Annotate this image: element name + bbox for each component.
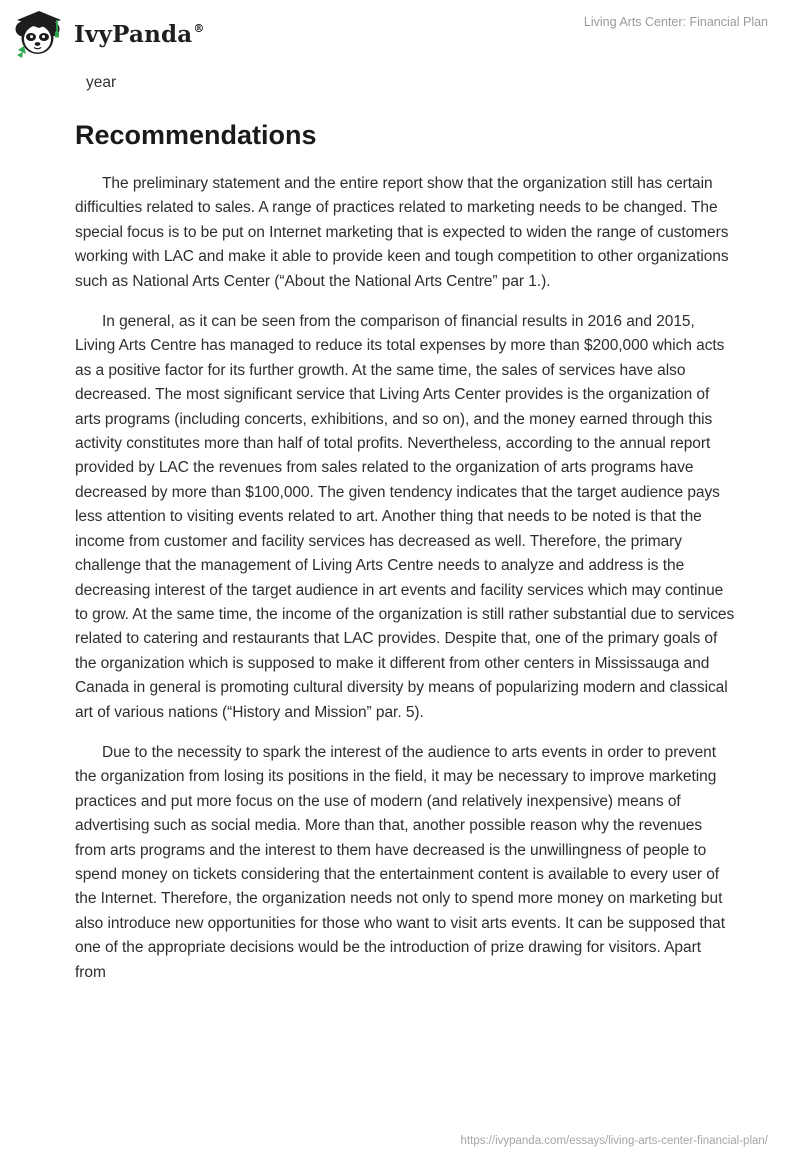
ivypanda-logo[interactable] [14, 8, 205, 58]
registered-mark: ® [193, 21, 205, 35]
article-content [75, 70, 735, 1001]
document-title: Living Arts Center: Financial Plan [583, 15, 768, 29]
brand-name: IvyPanda® [74, 20, 205, 48]
page-header [0, 0, 800, 66]
panda-graduate-icon [14, 8, 68, 58]
previous-page-fragment: year [86, 74, 117, 91]
paragraph: Due to the necessity to spark the interest of the audience to arts events in order to prevent the organization from losing its positions in the field, it may be necessary to improve marketing practices and put more focus on the use of modern (and relatively inexpensive) means of advertising such as social media. More than that, another possible reason why the revenues from arts programs and the interest to them have decreased is the unwillingness of people to spend money on tickets considering that the entertainment content is available to every user of the Internet. Therefore, the organization needs not only to spend more money on marketing but also introduce new opportunities for those who want to visit arts events. It can be supposed that one of the appropriate decisions would be the introduction of prize drawing for visitors. Apart from [75, 743, 725, 981]
paragraph: In general, as it can be seen from the comparison of financial results in 2016 and 2015, Living Arts Centre has managed to reduce its total expenses by more than $200,000 which acts as a positive factor for its further growth. At the same time, the sales of services have also decreased. The most significant service that Living Arts Center provides is the organization of arts programs (including concerts, exhibitions, and so on), and the money earned through this activity constitutes more than half of total profits. Nevertheless, according to the annual report provided by LAC the revenues from sales related to the organization of arts programs have decreased by more than $100,000. The given tendency indicates that the target audience pays less attention to visiting events related to art. Another thing that needs to be noted is that the income from customer and facility services has decreased as well. Therefore, the primary challenge that the management of Living Arts Centre needs to analyze and address is the decreasing interest of the target audience in art events and facility services which may continue to grow. At the same time, the income of the organization is still rather substantial due to services related to catering and restaurants that LAC provides. Despite that, one of the primary goals of the organization which is supposed to make it different from other centers in Mississauga and Canada in general is promoting cultural diversity by means of popularizing modern and classical art of various nations (“History and Mission” par. 5). [75, 313, 735, 721]
section-body [75, 172, 735, 985]
section-heading: Recommendations [75, 120, 317, 150]
paragraph: The preliminary statement and the entire report show that the organization still has certain difficulties related to sales. A range of practices related to marketing needs to be changed. The special focus is to be put on Internet marketing that is expected to widen the range of customers working with LAC and make it able to provide keen and tough competition to other organizations such as National Arts Center (“About the National Arts Centre” par 1.). [75, 175, 729, 290]
source-url[interactable]: https://ivypanda.com/essays/living-arts-center-financial-plan/ [460, 1135, 768, 1147]
